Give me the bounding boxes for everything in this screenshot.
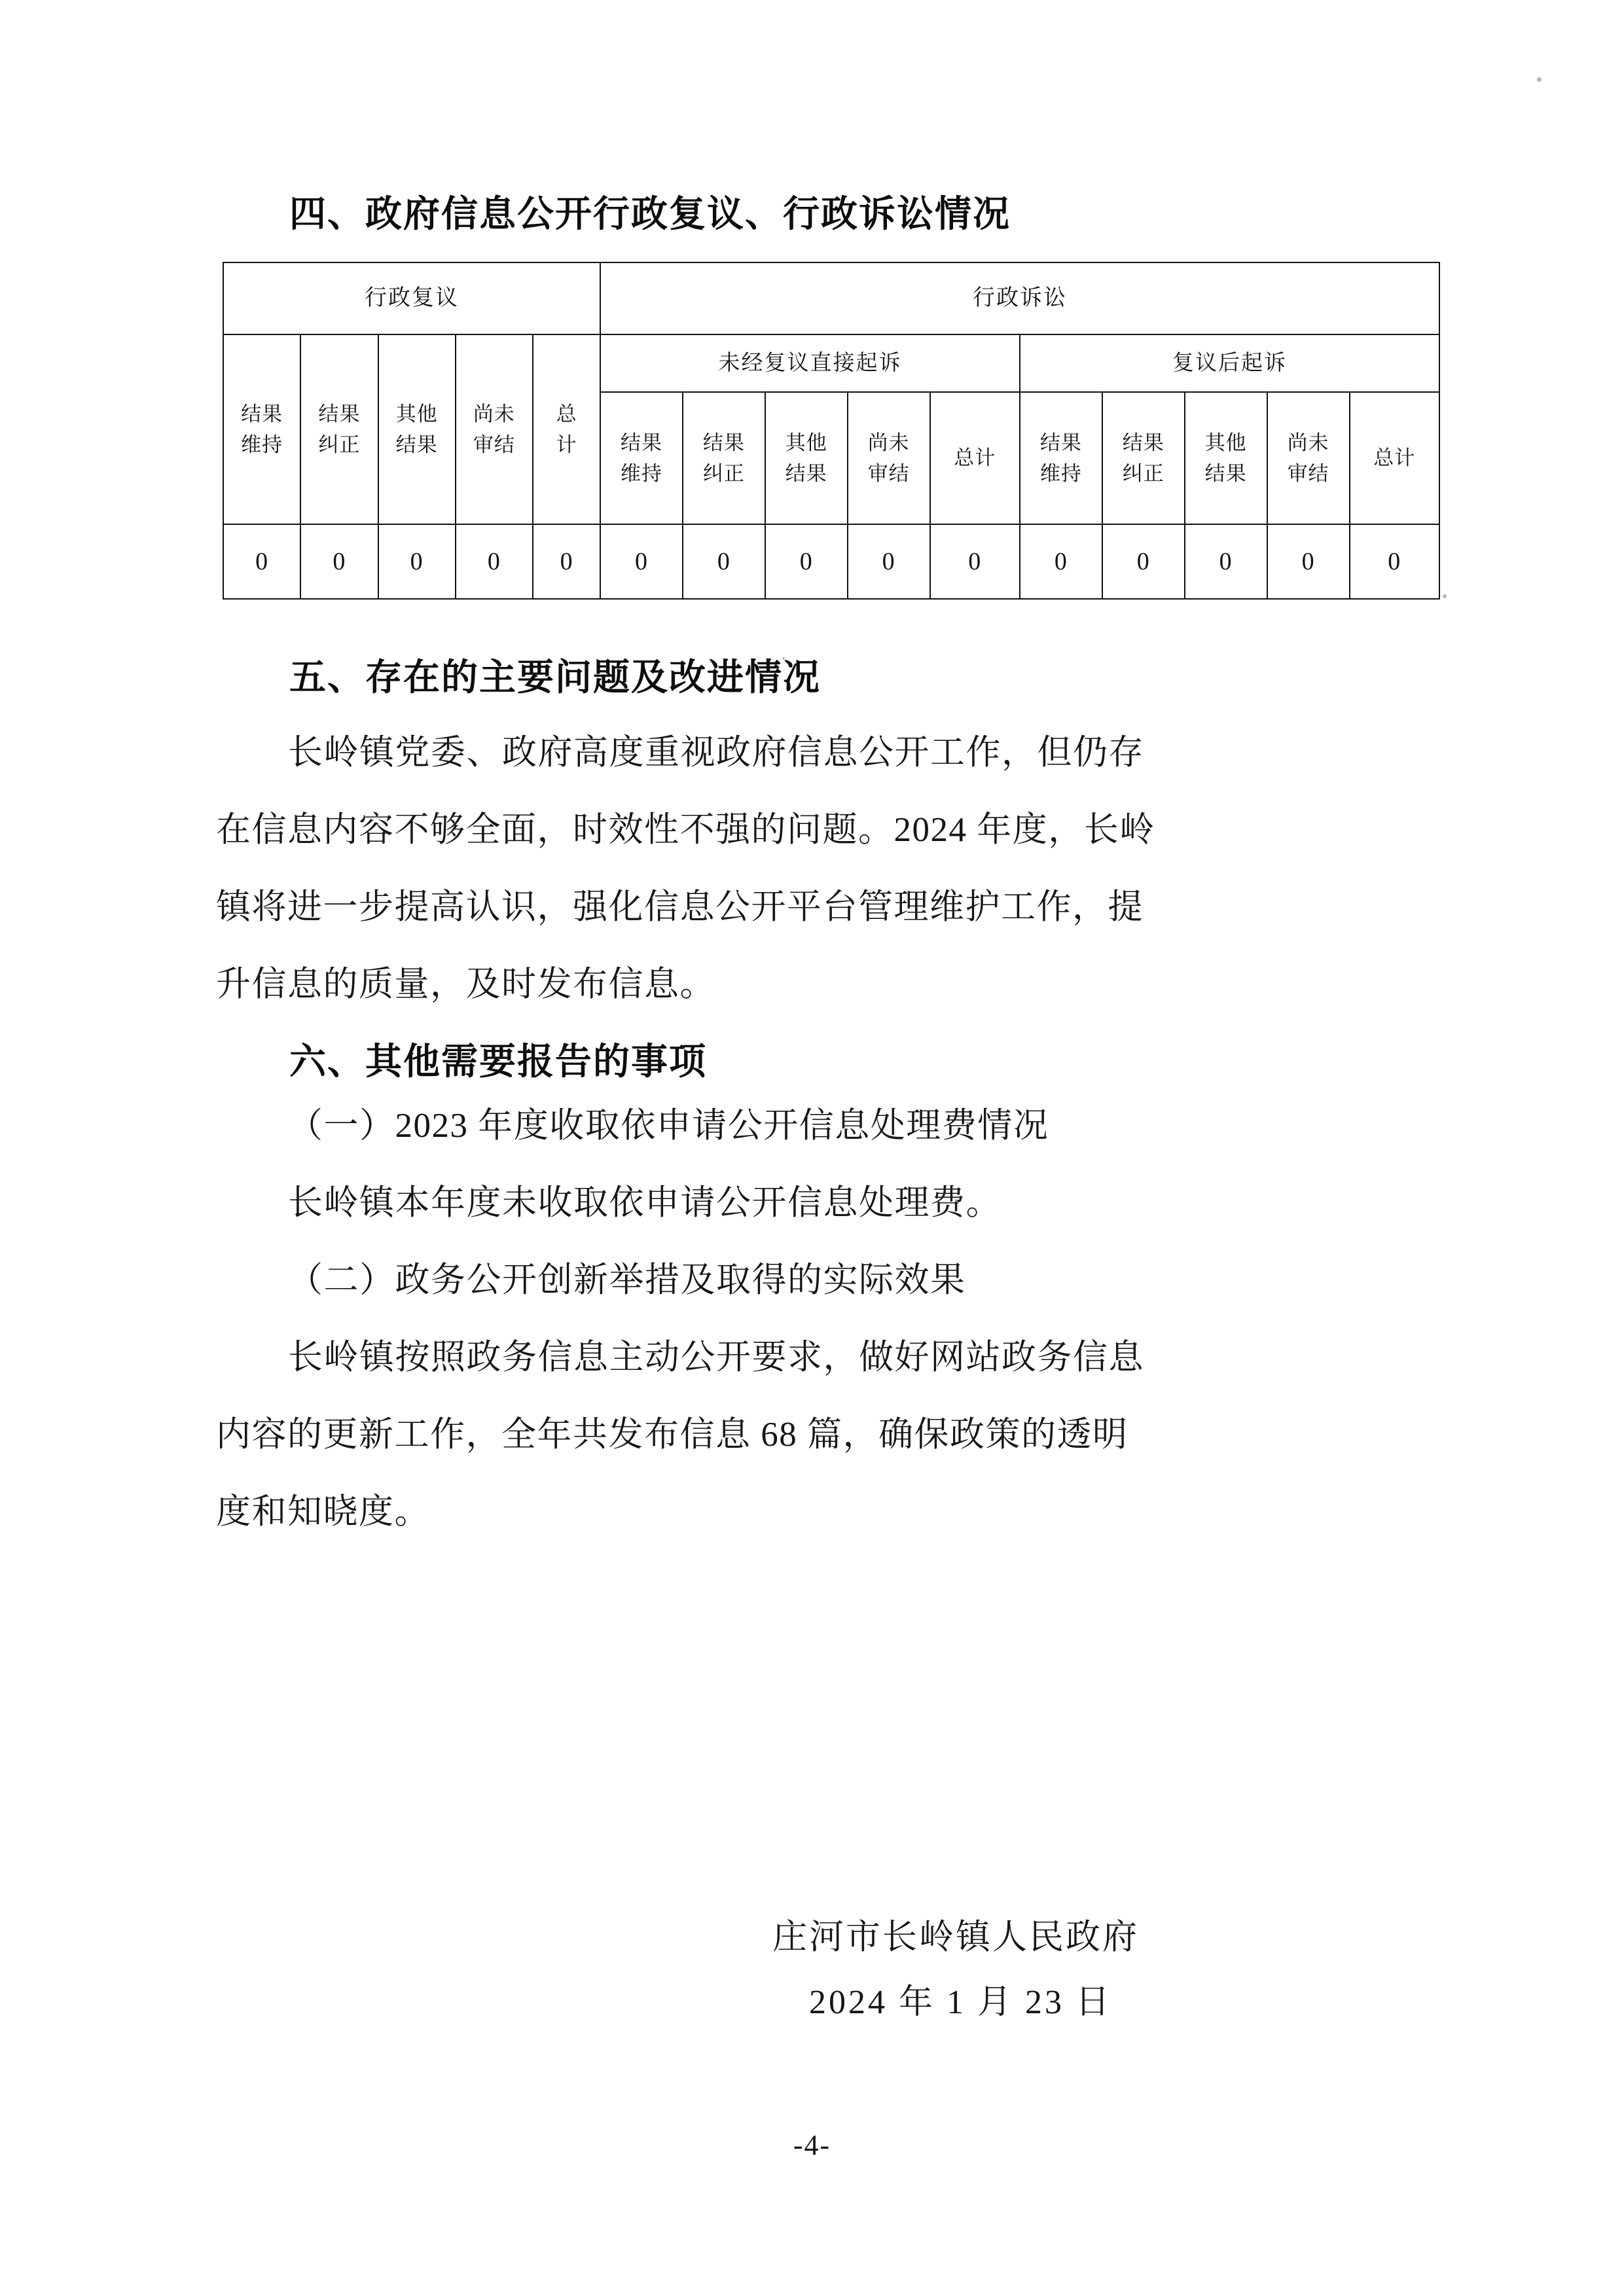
paragraph-line: 在信息内容不够全面，时效性不强的问题。2024 年度，长岭 [216, 811, 1155, 850]
section-heading-six: 六、其他需要报告的事项 [289, 1041, 707, 1084]
cell-direct-total: 0 [930, 524, 1020, 599]
cell-after-total: 0 [1350, 524, 1439, 599]
table-row-group-header [223, 262, 1439, 334]
subsection-body-six-one: 长岭镇本年度未收取依申请公开信息处理费。 [288, 1183, 1001, 1222]
cell-reconsideration-other: 0 [378, 524, 456, 599]
cell-direct-pending: 0 [848, 524, 930, 599]
col-header-direct-upheld: 结果 维持 [600, 392, 683, 524]
col-header-after-corrected: 结果 纠正 [1102, 392, 1185, 524]
subsection-heading-six-one: （一）2023 年度收取依申请公开信息处理费情况 [288, 1106, 1049, 1145]
col-header-direct-other: 其他 结果 [765, 392, 848, 524]
cell-after-other: 0 [1185, 524, 1267, 599]
col-header-reconsideration-total: 总 计 [533, 334, 600, 524]
sub-header-after-reconsideration-suit: 复议后起诉 [1020, 334, 1439, 392]
section-five-paragraph [216, 714, 1447, 1023]
cell-reconsideration-total: 0 [533, 524, 600, 599]
paragraph-line: 内容的更新工作，全年共发布信息 68 篇，确保政策的透明 [216, 1415, 1128, 1454]
col-header-direct-corrected: 结果 纠正 [683, 392, 765, 524]
section-heading-four: 四、政府信息公开行政复议、行政诉讼情况 [289, 193, 1011, 236]
paragraph-line: 长岭镇按照政务信息主动公开要求，做好网站政务信息 [288, 1338, 1144, 1376]
cell-after-corrected: 0 [1102, 524, 1185, 599]
paragraph-line: 镇将进一步提高认识，强化信息公开平台管理维护工作，提 [216, 888, 1144, 927]
document-content [216, 190, 1447, 1551]
table-row [223, 524, 1439, 599]
cell-direct-corrected: 0 [683, 524, 765, 599]
group-header-reconsideration: 行政复议 [223, 262, 600, 334]
reconsideration-litigation-table [223, 262, 1440, 600]
paragraph-line: 度和知晓度。 [216, 1492, 430, 1531]
cell-after-upheld: 0 [1020, 524, 1102, 599]
page-number: -4- [793, 2129, 831, 2161]
table-row-sub-header [223, 334, 1439, 392]
section-six-two-paragraph [216, 1319, 1447, 1551]
reconsideration-litigation-table-wrap [223, 262, 1440, 600]
col-header-after-upheld: 结果 维持 [1020, 392, 1102, 524]
col-header-reconsideration-other: 其他 结果 [378, 334, 456, 524]
col-header-reconsideration-upheld: 结果 维持 [223, 334, 300, 524]
subsection-heading-six-two: （二）政务公开创新举措及取得的实际效果 [288, 1261, 966, 1299]
col-header-reconsideration-pending: 尚未 审结 [456, 334, 533, 524]
paragraph-line: 升信息的质量，及时发布信息。 [216, 965, 715, 1004]
col-header-reconsideration-corrected: 结果 纠正 [300, 334, 378, 524]
cell-reconsideration-pending: 0 [456, 524, 533, 599]
col-header-after-pending: 尚未 审结 [1267, 392, 1350, 524]
signature-block [772, 1905, 1362, 2036]
col-header-after-other: 其他 结果 [1185, 392, 1267, 524]
paragraph-line: 长岭镇党委、政府高度重视政府信息公开工作，但仍存 [288, 734, 1144, 772]
cell-direct-upheld: 0 [600, 524, 683, 599]
col-header-after-total: 总计 [1350, 392, 1439, 524]
cell-reconsideration-corrected: 0 [300, 524, 378, 599]
cell-after-pending: 0 [1267, 524, 1350, 599]
section-heading-five: 五、存在的主要问题及改进情况 [289, 656, 821, 699]
col-header-direct-total: 总计 [930, 392, 1020, 524]
cell-direct-other: 0 [765, 524, 848, 599]
scan-speck [1537, 77, 1542, 82]
signature-organization: 庄河市长岭镇人民政府 [772, 1918, 1139, 1956]
col-header-direct-pending: 尚未 审结 [848, 392, 930, 524]
group-header-litigation: 行政诉讼 [600, 262, 1439, 334]
signature-date: 2024 年 1 月 23 日 [809, 1984, 1113, 2021]
sub-header-direct-suit: 未经复议直接起诉 [600, 334, 1020, 392]
cell-reconsideration-upheld: 0 [223, 524, 300, 599]
